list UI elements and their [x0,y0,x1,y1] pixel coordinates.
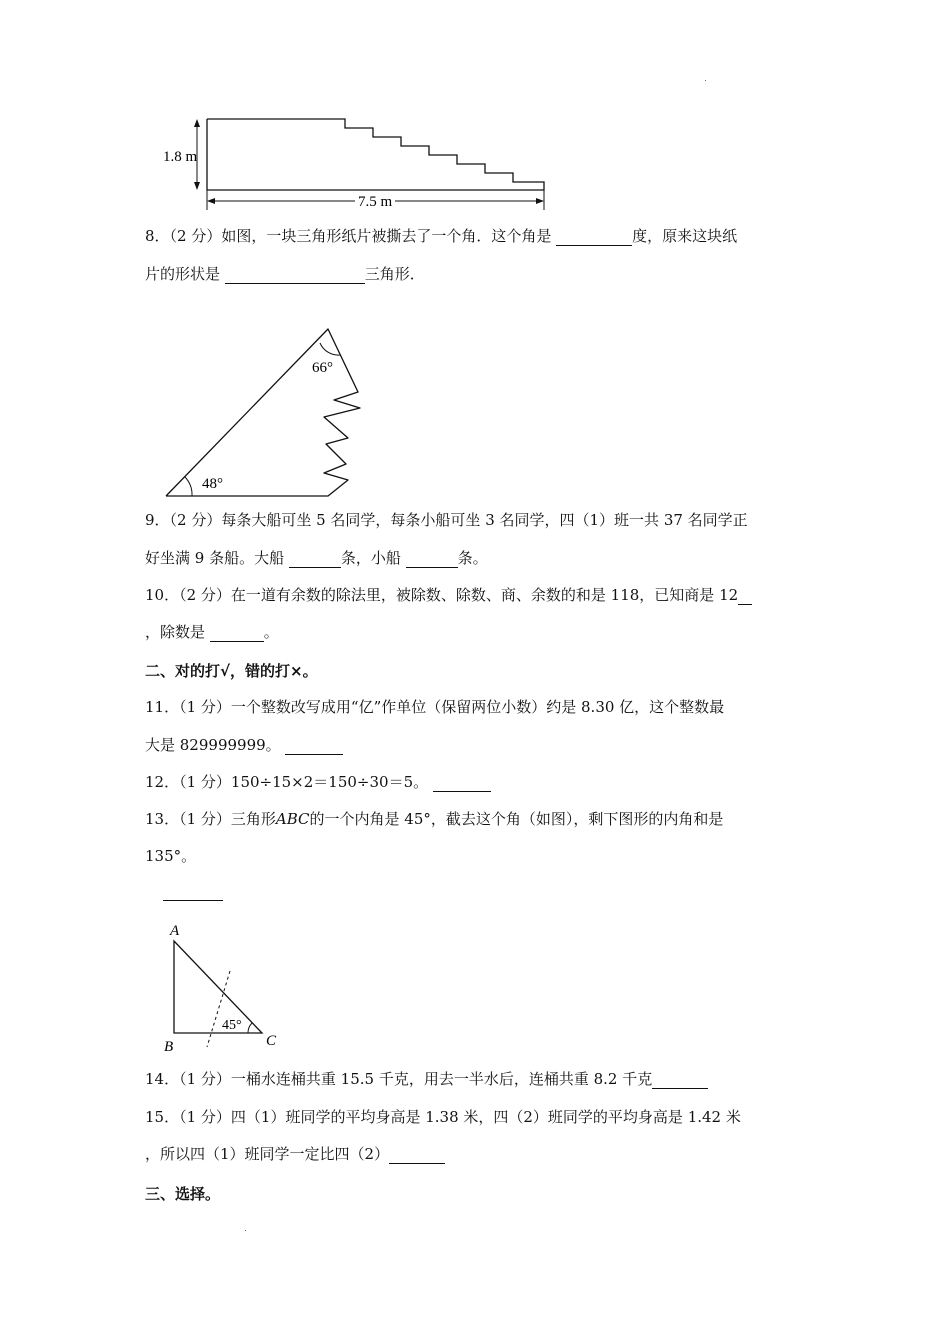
section2-title: 二、对的打√，错的打×。 [145,662,318,680]
q8-line1: 8．（2 分）如图，一块三角形纸片被撕去了一个角．这个角是 度，原来这块纸 [145,227,738,245]
q13-line2: 135°。 [145,847,197,865]
stair-width-label: 7.5 m [358,194,393,210]
q10-line1: 10．（2 分）在一道有余数的除法里，被除数、除数、商、余数的和是 118，已知商是 12 [145,585,752,605]
staircase-figure [155,110,555,215]
q12-line1: 12．（1 分）150÷15×2＝150÷30＝5。 [145,772,491,792]
q13-blank[interactable] [163,884,223,901]
q8-blank-angle[interactable] [556,229,632,246]
q15-line1: 15．（1 分）四（1）班同学的平均身高是 1.38 米，四（2）班同学的平均身高是 1.42 米 [145,1108,741,1126]
q13-line1: 13．（1 分）三角形ABC的一个内角是 45°，截去这个角（如图），剩下图形的内角和是 [145,810,724,828]
q15-line2: ，所以四（1）班同学一定比四（2） [145,1144,445,1164]
angle-66-label: 66° [312,360,333,376]
q8-blank-shape[interactable] [225,267,365,284]
q14-blank[interactable] [652,1072,708,1089]
stair-height-label: 1.8 m [163,149,198,165]
q8-line2: 片的形状是 三角形． [145,265,425,283]
q12-blank[interactable] [433,775,491,792]
label-a: A [170,923,180,939]
q11-line1: 11．（1 分）一个整数改写成用“亿”作单位（保留两位小数）约是 8.30 亿，这个整数最 [145,698,725,716]
label-b: B [164,1039,174,1055]
angle-48-label: 48° [202,476,223,492]
q9-blank-small-boats[interactable] [406,551,458,568]
staircase-outline [207,119,544,190]
q9-blank-big-boats[interactable] [289,551,341,568]
q10-blank-divisor[interactable] [210,625,264,642]
torn-triangle-figure [160,320,380,505]
triangle-abc-outline [174,941,262,1033]
triangle-abc-figure [160,915,290,1055]
label-c: C [266,1033,277,1049]
q10-line2: ，除数是 。 [145,623,279,641]
q9-line2: 好坐满 9 条船。大船 条，小船 条。 [145,549,488,567]
q10-blank-short[interactable] [738,588,752,605]
q11-blank[interactable] [285,738,343,755]
q14-line1: 14．（1 分）一桶水连桶共重 15.5 千克，用去一半水后，连桶共重 8.2 千克 [145,1069,708,1089]
angle-45-label: 45° [222,1018,242,1033]
q15-blank[interactable] [389,1147,445,1164]
q9-line1: 9．（2 分）每条大船可坐 5 名同学，每条小船可坐 3 名同学，四（1）班一共 37 名同学正 [145,511,748,529]
q11-line2: 大是 829999999。 [145,735,343,755]
section3-title: 三、选择。 [145,1185,221,1203]
